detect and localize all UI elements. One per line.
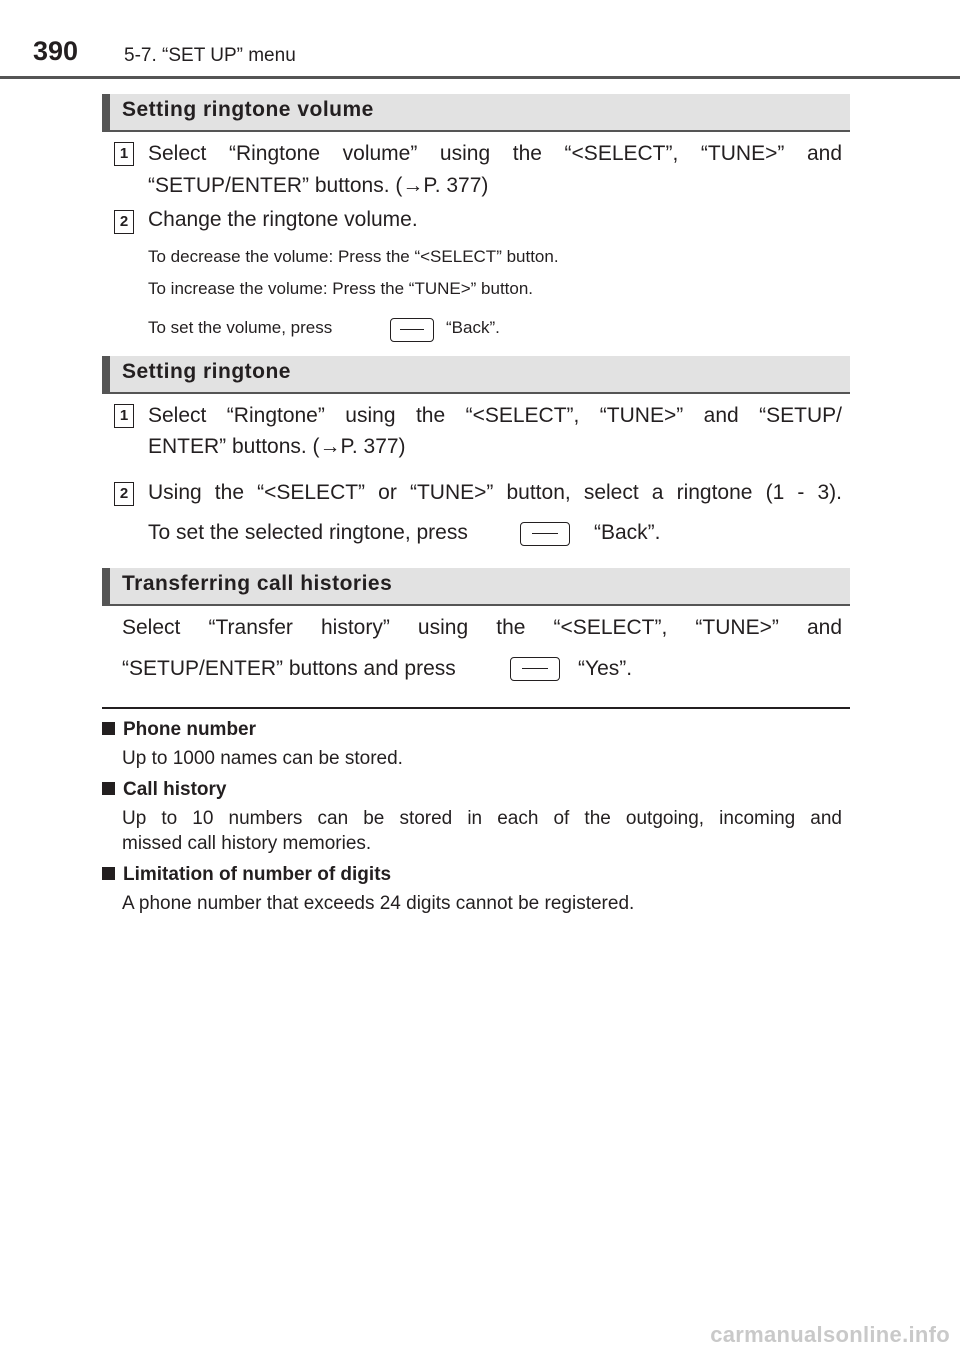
note-body-call-history-line2: missed call history memories. — [122, 833, 372, 854]
square-bullet-icon — [102, 867, 115, 880]
note-heading-phone-number: Phone number — [102, 719, 256, 741]
step-1-text-line2: “SETUP/ENTER” buttons. (→P. 377) — [148, 174, 489, 197]
step-number-2: 2 — [114, 210, 134, 234]
section-heading-transfer — [102, 568, 850, 606]
increase-instruction: To increase the volume: Press the “TUNE>” button. — [148, 279, 534, 298]
note-body-digits: A phone number that exceeds 24 digits cannot be registered. — [122, 893, 635, 914]
notes-divider — [102, 707, 850, 709]
set-volume-text: To set the volume, press — [148, 318, 333, 337]
transfer-text-line1: Select “Transfer history” using the “<SELECT”, “TUNE>” and — [122, 616, 842, 639]
step-number-1: 1 — [114, 142, 134, 166]
step-2-text: Change the ringtone volume. — [148, 208, 418, 231]
heading-bar — [102, 94, 110, 132]
section-title: Setting ringtone — [122, 360, 291, 383]
note-body-phone-number: Up to 1000 names can be stored. — [122, 748, 403, 769]
step-number-2: 2 — [114, 482, 134, 506]
heading-bar — [102, 568, 110, 606]
section-title: Transferring call histories — [122, 572, 393, 595]
yes-switch-icon — [510, 657, 560, 681]
watermark: carmanualsonline.info — [710, 1322, 950, 1347]
note-heading-digits: Limitation of number of digits — [102, 864, 391, 886]
running-header: 5-7. “SET UP” menu — [124, 45, 296, 66]
step-number-1: 1 — [114, 404, 134, 428]
step-2-text: Using the “<SELECT” or “TUNE>” button, select a ringtone (1 - 3). — [148, 481, 842, 504]
note-heading-call-history: Call history — [102, 779, 226, 801]
back-label: “Back”. — [594, 521, 661, 544]
section-heading-ringtone — [102, 356, 850, 394]
yes-label: “Yes”. — [578, 657, 633, 680]
header-rule — [0, 76, 960, 79]
square-bullet-icon — [102, 782, 115, 795]
section-heading-ringtone-volume — [102, 94, 850, 132]
decrease-instruction: To decrease the volume: Press the “<SELECT” button. — [148, 247, 559, 266]
back-label: “Back”. — [446, 318, 500, 337]
back-switch-icon — [390, 318, 434, 342]
section-title: Setting ringtone volume — [122, 98, 374, 121]
step-1-text-line1: Select “Ringtone” using the “<SELECT”, “TUNE>” and “SETUP/ — [148, 404, 842, 427]
back-switch-icon — [520, 522, 570, 546]
note-body-call-history-line1: Up to 10 numbers can be stored in each of the outgoing, incoming and — [122, 808, 842, 829]
transfer-text-line2: “SETUP/ENTER” buttons and press — [122, 657, 456, 680]
step-1-text-line2: ENTER” buttons. (→P. 377) — [148, 435, 406, 458]
heading-bar — [102, 356, 110, 394]
page-number: 390 — [33, 36, 79, 66]
set-ringtone-text: To set the selected ringtone, press — [148, 521, 468, 544]
step-1-text-line1: Select “Ringtone volume” using the “<SELECT”, “TUNE>” and — [148, 142, 842, 165]
square-bullet-icon — [102, 722, 115, 735]
